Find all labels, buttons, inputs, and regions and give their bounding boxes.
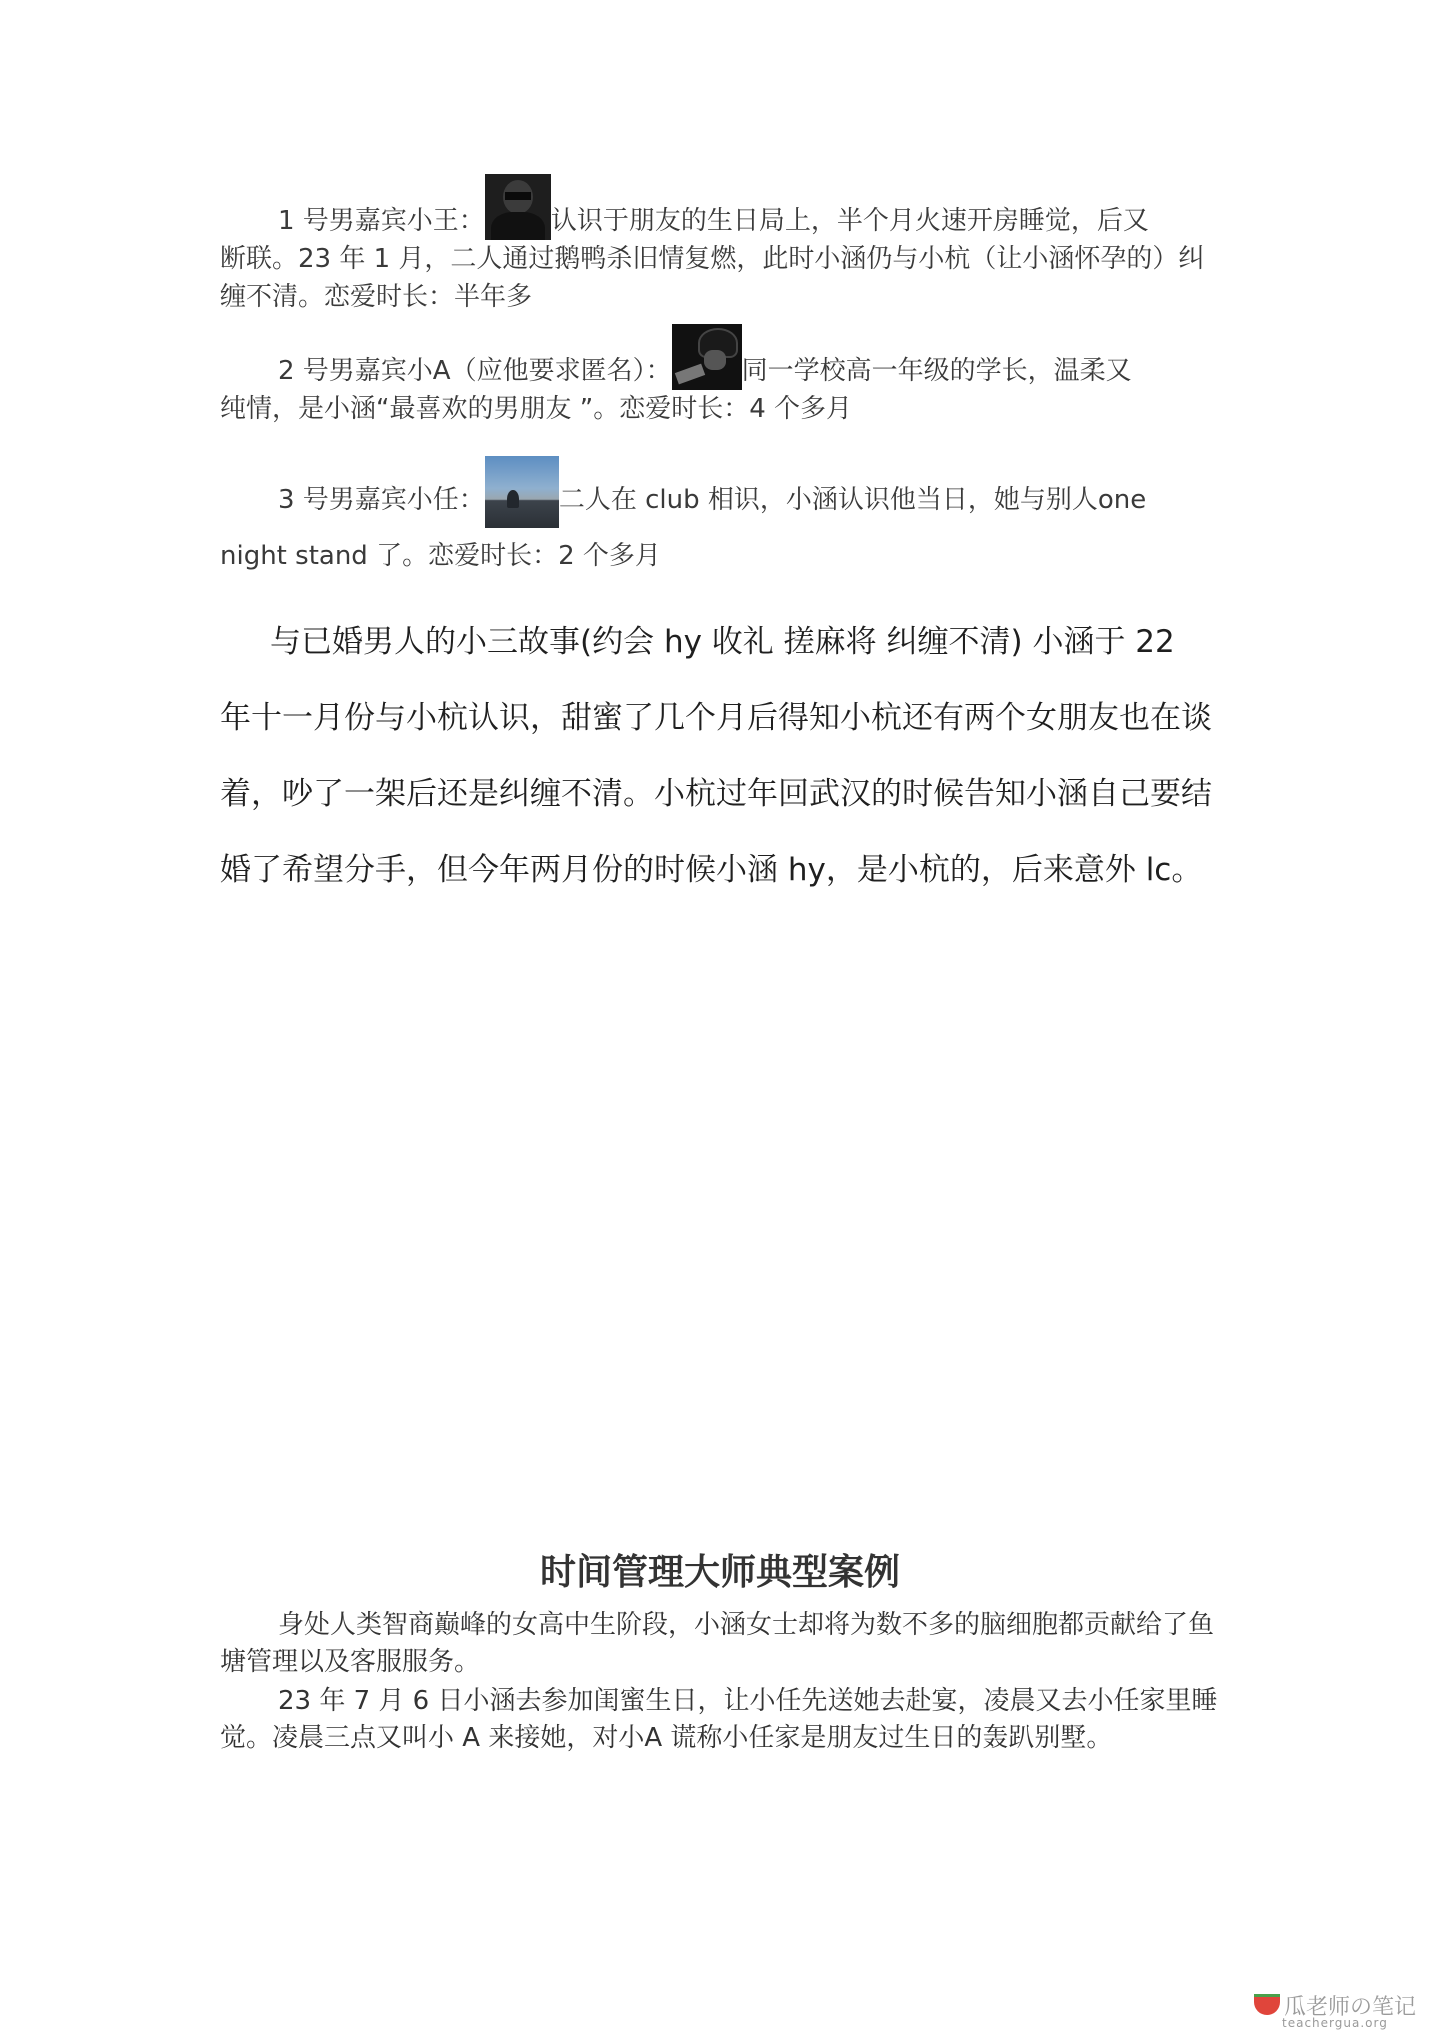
case-title: 时间管理大师典型案例 (539, 1552, 900, 1593)
guest-3-avatar (485, 456, 559, 528)
guest-3-line1: 二人在 club 相识，小涵认识他当日，她与别人one (558, 485, 1147, 515)
guest-3-paragraph (220, 456, 1230, 584)
case-paragraph-1-text: 身处人类智商巅峰的女高中生阶段，小涵女士却将为数不多的脑细胞都贡献给了鱼塘管理以及客服服务。 (220, 1610, 1215, 1677)
guest-2-label: 2 号男嘉宾小A（应他要求匿名）： (278, 356, 672, 386)
watermelon-icon (1254, 1994, 1280, 2015)
guest-2-rest: 纯情，是小涵“最喜欢的男朋友 ”。恋爱时长：4 个多月 (220, 394, 853, 424)
story-paragraph (220, 604, 1230, 908)
guest-2-line1: 同一学校高一年级的学长，温柔又 (741, 356, 1132, 386)
guest-1-line1: 认识于朋友的生日局上，半个月火速开房睡觉，后又 (550, 206, 1149, 236)
guest-1-paragraph (220, 174, 1230, 316)
story-line-2: 年十一月份与小杭认识，甜蜜了几个月后得知小杭还有两个女朋友也在谈 (220, 700, 1212, 736)
watermark-url: teachergua.org (1282, 2016, 1388, 2030)
guest-3-rest: night stand 了。恋爱时长：2 个多月 (220, 541, 661, 571)
guest-3-label: 3 号男嘉宾小任： (278, 485, 485, 515)
story-line-4: 婚了希望分手，但今年两月份的时候小涵 hy，是小杭的，后来意外 lc。 (220, 852, 1203, 888)
story-line-3: 着，吵了一架后还是纠缠不清。小杭过年回武汉的时候告知小涵自己要结 (220, 776, 1212, 812)
guest-1-avatar (485, 174, 551, 240)
guest-1-label: 1 号男嘉宾小王： (278, 206, 485, 236)
story-line-1: 与已婚男人的小三故事(约会 hy 收礼 搓麻将 纠缠不清) 小涵于 22 (270, 624, 1175, 660)
case-paragraph-2-text: 23 年 7 月 6 日小涵去参加闺蜜生日，让小任先送她去赴宴，凌晨又去小任家里睡觉。凌晨三点又叫小 A 来接她，对小A 谎称小任家是朋友过生日的轰趴别墅。 (220, 1686, 1218, 1753)
watermark-name: 瓜老师の笔记 (1284, 1995, 1417, 2020)
case-paragraph-2 (220, 1683, 1230, 1757)
guest-2-paragraph (220, 324, 1230, 428)
watermark (1254, 1990, 1424, 2032)
guest-1-rest: 断联。23 年 1 月，二人通过鹅鸭杀旧情复燃，此时小涵仍与小杭（让小涵怀孕的）纠缠不清。恋爱时长：半年多 (220, 244, 1205, 312)
case-paragraph-1 (220, 1607, 1230, 1681)
guest-2-avatar (672, 324, 742, 390)
